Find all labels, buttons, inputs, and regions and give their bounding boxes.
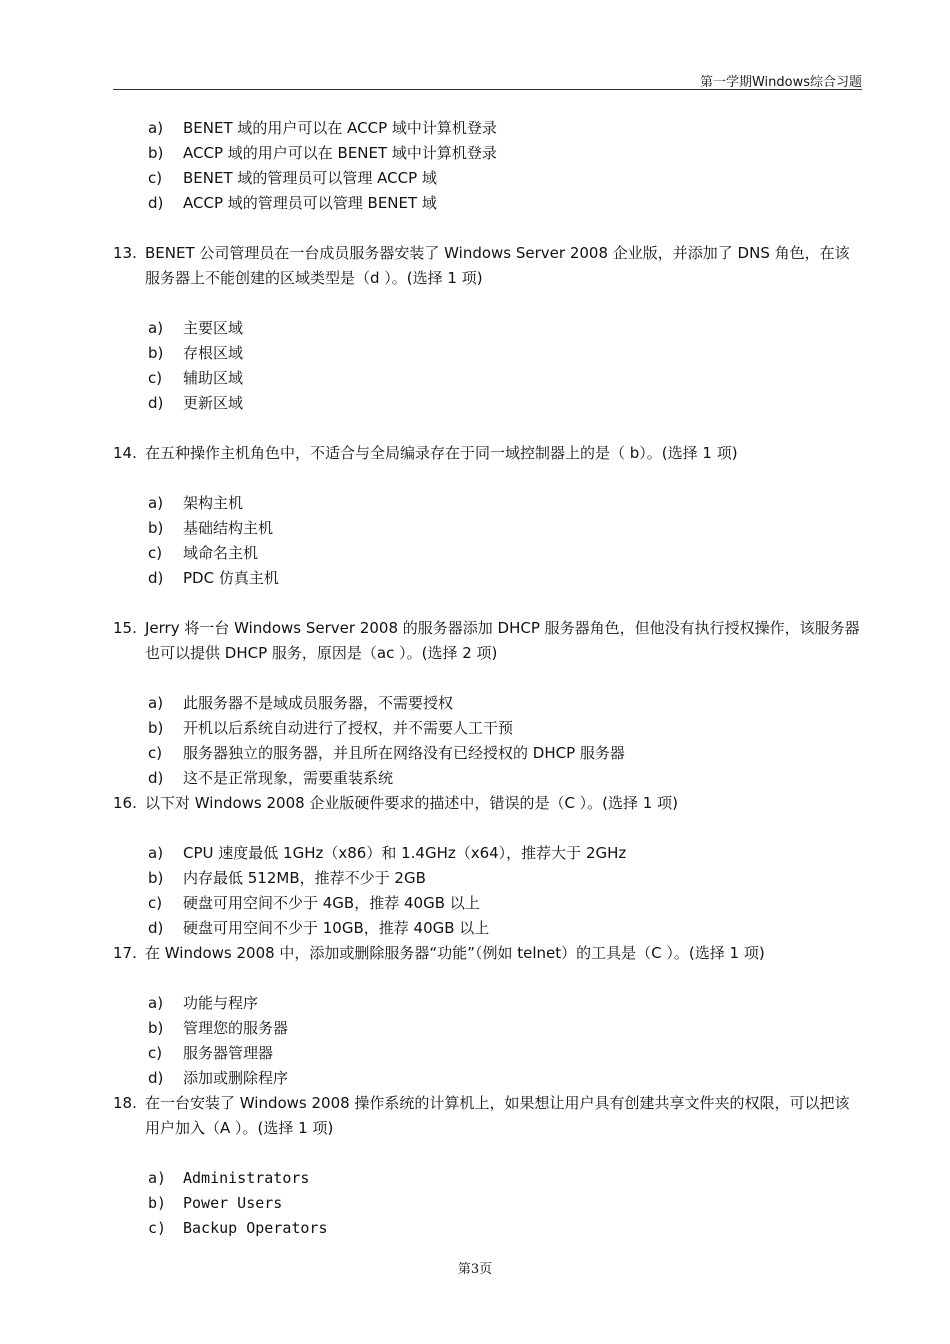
option-letter: d)	[148, 194, 164, 212]
option	[113, 1191, 862, 1216]
option-text: BENET 域的管理员可以管理 ACCP 域	[183, 169, 437, 187]
option	[113, 191, 862, 216]
option	[113, 116, 862, 141]
option-text: 添加或删除程序	[183, 1069, 289, 1087]
question-body: 在五种操作主机角色中，不适合与全局编录存在于同一域控制器上的是（ b）。(选择 1 项)	[145, 444, 738, 462]
question-17	[113, 941, 862, 1091]
option-letter: c)	[148, 894, 163, 912]
option-text: 此服务器不是域成员服务器，不需要授权	[183, 694, 454, 712]
question-text	[113, 241, 862, 291]
question-body: 在 Windows 2008 中，添加或删除服务器“功能”（例如 telnet）的工具是（C ）。(选择 1 项)	[145, 944, 765, 962]
option	[113, 316, 862, 341]
option-text: 内存最低 512MB，推荐不少于 2GB	[183, 869, 426, 887]
option	[113, 366, 862, 391]
option-letter: b)	[148, 344, 164, 362]
option-text: 功能与程序	[183, 994, 259, 1012]
option	[113, 1166, 862, 1191]
option-list	[113, 841, 862, 941]
option-letter: c)	[148, 169, 163, 187]
option-text: ACCP 域的管理员可以管理 BENET 域	[183, 194, 437, 212]
option-letter: b)	[148, 1019, 164, 1037]
option-text: 辅助区域	[183, 369, 244, 387]
option-text: ACCP 域的用户可以在 BENET 域中计算机登录	[183, 144, 497, 162]
document-body	[113, 116, 862, 1241]
question-18	[113, 1091, 862, 1241]
option-text: 域命名主机	[183, 544, 259, 562]
question-number: 18.	[113, 1094, 137, 1112]
option	[113, 341, 862, 366]
question-16	[113, 791, 862, 941]
option-letter: b)	[148, 144, 164, 162]
page-number: 第3页	[457, 1262, 493, 1277]
option	[113, 541, 862, 566]
option-text: BENET 域的用户可以在 ACCP 域中计算机登录	[183, 119, 497, 137]
option-letter: b)	[148, 869, 164, 887]
option-text: 硬盘可用空间不少于 10GB，推荐 40GB 以上	[183, 919, 490, 937]
option-letter: c)	[148, 369, 163, 387]
option-text: 基础结构主机	[183, 519, 274, 537]
option	[113, 766, 862, 791]
option-list	[113, 316, 862, 416]
option	[113, 1216, 862, 1241]
option	[113, 991, 862, 1016]
page-header	[113, 70, 862, 90]
option-text: 服务器管理器	[183, 1044, 274, 1062]
option-letter: c)	[148, 744, 163, 762]
option	[113, 1041, 862, 1066]
question-number: 13.	[113, 244, 137, 262]
option	[113, 491, 862, 516]
option-list	[113, 691, 862, 791]
option-letter: a)	[148, 994, 164, 1012]
option-text: 主要区域	[183, 319, 244, 337]
option-text: 管理您的服务器	[183, 1019, 289, 1037]
option	[113, 891, 862, 916]
option-text: PDC 仿真主机	[183, 569, 279, 587]
document-title: 第一学期Windows综合习题	[699, 75, 862, 90]
question-number: 16.	[113, 794, 137, 812]
option-letter: b)	[148, 519, 164, 537]
option-text: Backup Operators	[183, 1219, 328, 1237]
option-letter: b)	[148, 1194, 167, 1212]
option-text: 存根区域	[183, 344, 244, 362]
option	[113, 566, 862, 591]
question-number: 15.	[113, 619, 137, 637]
option-letter: d)	[148, 394, 164, 412]
option-text: Power Users	[183, 1194, 283, 1212]
option-letter: a)	[148, 119, 164, 137]
option-letter: d)	[148, 769, 164, 787]
option-text: 开机以后系统自动进行了授权，并不需要人工干预	[183, 719, 514, 737]
question-body: 以下对 Windows 2008 企业版硬件要求的描述中，错误的是（C ）。(选择 1 项)	[145, 794, 678, 812]
option-letter: b)	[148, 719, 164, 737]
option	[113, 391, 862, 416]
option	[113, 741, 862, 766]
lead-option-list	[113, 116, 862, 216]
option-text: 硬盘可用空间不少于 4GB，推荐 40GB 以上	[183, 894, 480, 912]
option-list	[113, 991, 862, 1091]
option-text: 这不是正常现象，需要重装系统	[183, 769, 394, 787]
question-13	[113, 241, 862, 416]
option-text: CPU 速度最低 1GHz（x86）和 1.4GHz（x64），推荐大于 2GHz	[183, 844, 627, 862]
question-body: BENET 公司管理员在一台成员服务器安装了 Windows Server 2008 企业版，并添加了 DNS 角色，在该服务器上不能创建的区域类型是（d ）。(选择 1 项)	[145, 244, 850, 287]
option-letter: c)	[148, 544, 163, 562]
question-number: 14.	[113, 444, 137, 462]
option-letter: c)	[148, 1219, 167, 1237]
option-letter: a)	[148, 494, 164, 512]
option-list	[113, 491, 862, 591]
option-text: Administrators	[183, 1169, 310, 1187]
option	[113, 841, 862, 866]
question-14	[113, 441, 862, 591]
option-text: 架构主机	[183, 494, 244, 512]
option-letter: a)	[148, 319, 164, 337]
option-letter: a)	[148, 1169, 167, 1187]
question-text	[113, 441, 862, 466]
option-letter: c)	[148, 1044, 163, 1062]
option-letter: d)	[148, 919, 164, 937]
option	[113, 141, 862, 166]
question-number: 17.	[113, 944, 137, 962]
option	[113, 691, 862, 716]
question-body: 在一台安装了 Windows 2008 操作系统的计算机上，如果想让用户具有创建共享文件夹的权限，可以把该用户加入（A ）。(选择 1 项)	[145, 1094, 850, 1137]
option-letter: a)	[148, 694, 164, 712]
option-list	[113, 1166, 862, 1241]
option-letter: d)	[148, 569, 164, 587]
option	[113, 916, 862, 941]
option-text: 服务器独立的服务器，并且所在网络没有已经授权的 DHCP 服务器	[183, 744, 625, 762]
option	[113, 516, 862, 541]
question-text	[113, 616, 862, 666]
option	[113, 1066, 862, 1091]
option	[113, 716, 862, 741]
option	[113, 1016, 862, 1041]
option-text: 更新区域	[183, 394, 244, 412]
option	[113, 866, 862, 891]
option	[113, 166, 862, 191]
question-15	[113, 616, 862, 791]
option-letter: a)	[148, 844, 164, 862]
question-text	[113, 941, 862, 966]
question-text	[113, 1091, 862, 1141]
question-text	[113, 791, 862, 816]
option-letter: d)	[148, 1069, 164, 1087]
question-body: Jerry 将一台 Windows Server 2008 的服务器添加 DHCP 服务器角色，但他没有执行授权操作，该服务器也可以提供 DHCP 服务，原因是（ac ）。(选择 2 项)	[145, 619, 860, 662]
